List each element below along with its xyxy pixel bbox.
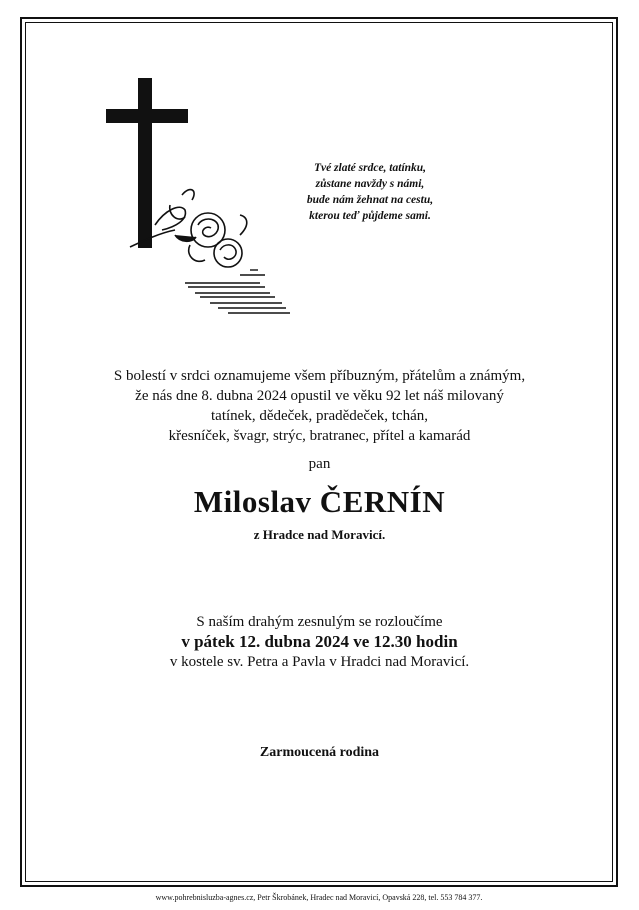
- deceased-title: pan: [308, 456, 331, 472]
- signature: Zarmoucená rodina: [259, 745, 380, 760]
- poem-line: Tvé zlaté srdce, tatínku,: [313, 162, 427, 174]
- announcement-line: křesníček, švagr, strýc, bratranec, přítel a kamarád: [168, 428, 471, 444]
- farewell-details: [40, 612, 599, 672]
- announcement-line: S bolestí v srdci oznamujeme všem příbuzným, přátelům a známým,: [113, 368, 526, 384]
- poem-line: zůstane navždy s námi,: [315, 178, 425, 190]
- farewell-datetime: v pátek 12. dubna 2024 ve 12.30 hodin: [181, 632, 458, 651]
- cross-icon: [106, 78, 188, 248]
- farewell-place: v kostele sv. Petra a Pavla v Hradci nad Moravicí.: [169, 654, 470, 670]
- cross-with-roses-graphic: [100, 75, 300, 320]
- poem-line: bude nám žehnat na cestu,: [306, 194, 434, 206]
- announcement-text: [40, 366, 599, 446]
- deceased-origin: z Hradce nad Moravicí.: [253, 527, 386, 542]
- poem: [275, 160, 465, 224]
- footer-contact: www.pohrebnisluzba-agnes.cz, Petr Škrobánek, Hradec nad Moravicí, Opavská 228, tel. 553 784 377.: [155, 893, 483, 902]
- poem-line: kterou teď půjdeme sami.: [309, 210, 431, 222]
- steps-icon: [185, 270, 290, 313]
- announcement-line: že nás dne 8. dubna 2024 opustil ve věku 92 let náš milovaný: [135, 388, 504, 404]
- farewell-intro: S naším drahým zesnulým se rozloučíme: [196, 614, 443, 630]
- deceased-name: Miloslav ČERNÍN: [193, 484, 446, 519]
- announcement-line: tatínek, dědeček, pradědeček, tchán,: [211, 408, 428, 424]
